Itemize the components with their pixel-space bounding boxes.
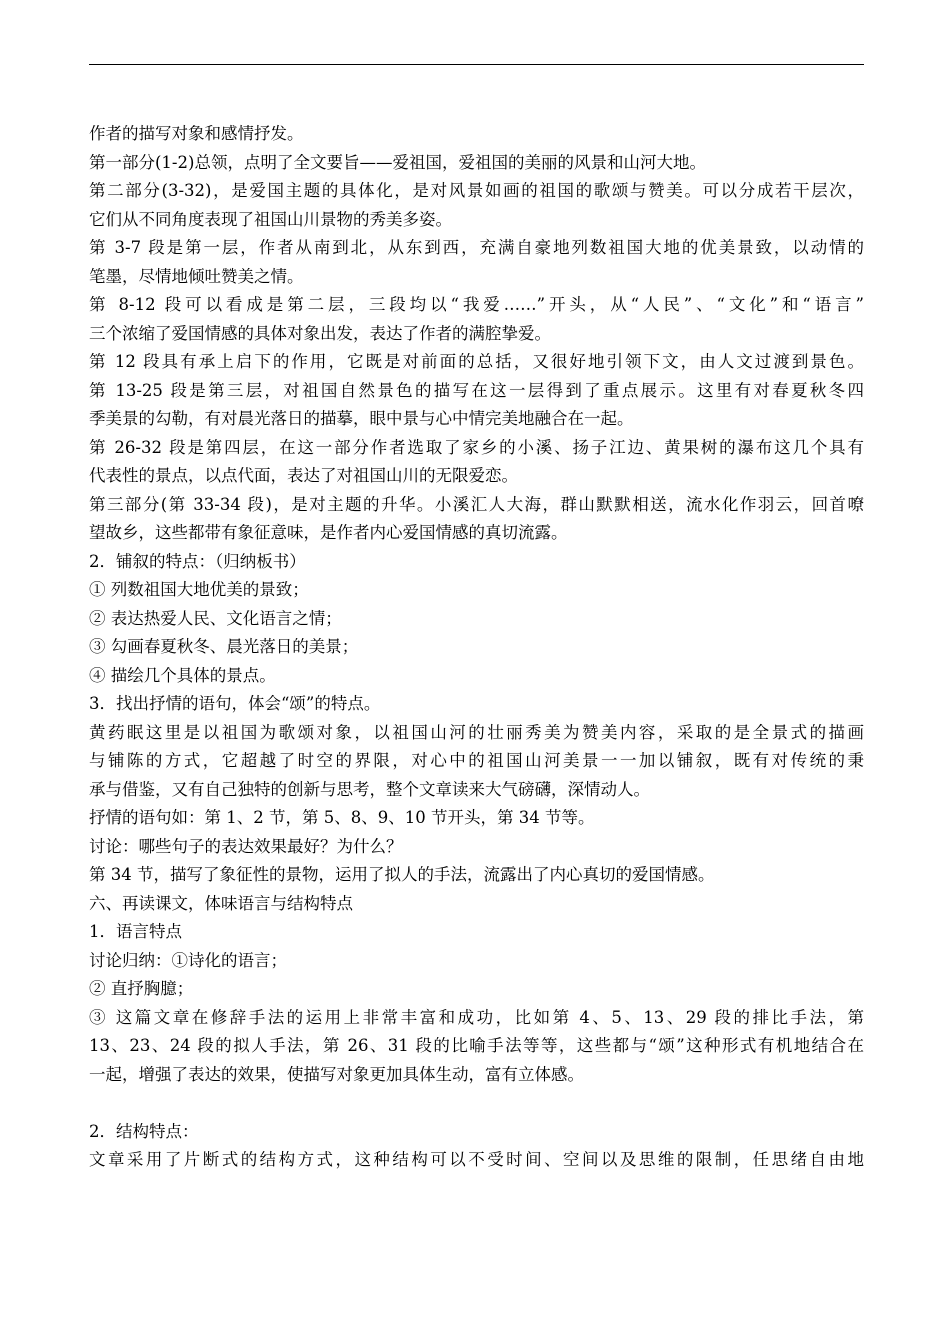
- paragraph-line: 第 3-7 段是第一层，作者从南到北，从东到西，充满自豪地列数祖国大地的优美景致，以动情的: [89, 238, 864, 257]
- paragraph-line: 第 34 节，描写了象征性的景物，运用了拟人的手法，流露出了内心真切的爱国情感。: [89, 865, 715, 884]
- paragraph-line: 第 13-25 段是第三层，对祖国自然景色的描写在这一层得到了重点展示。这里有对春夏秋冬四: [89, 380, 864, 400]
- paragraph-line: 与铺陈的方式，它超越了时空的界限，对心中的祖国山河美景一一加以铺叙，既有对传统的秉: [89, 751, 864, 770]
- paragraph-line: 第 12 段具有承上启下的作用，它既是对前面的总括，又很好地引领下文，由人文过渡到景色。: [89, 352, 864, 371]
- paragraph-line: 代表性的景点，以点代面，表达了对祖国山川的无限爱恋。: [89, 466, 518, 485]
- blank-line: [89, 1089, 864, 1118]
- section-heading: 1．语言特点: [89, 922, 182, 941]
- paragraph-line: 讨论：哪些句子的表达效果最好？为什么？: [89, 836, 403, 856]
- section-heading: 2．结构特点：: [89, 1121, 199, 1141]
- paragraph-line: 文章采用了片断式的结构方式，这种结构可以不受时间、空间以及思维的限制，任思绪自由地: [89, 1150, 864, 1169]
- document-body: [89, 120, 864, 1175]
- section-heading: 六、再读课文，体味语言与结构特点: [89, 893, 353, 913]
- paragraph-line: 季美景的勾勒，有对晨光落日的描摹，眼中景与心中情完美地融合在一起。: [89, 409, 634, 428]
- list-item: ② 直抒胸臆；: [89, 979, 194, 998]
- list-item: ③ 这篇文章在修辞手法的运用上非常丰富和成功，比如第 4、5、13、29 段的排比手法，第: [89, 1007, 864, 1027]
- paragraph-line: 作者的描写对象和感情抒发。: [89, 124, 304, 143]
- paragraph-line: 第一部分(1-2)总领，点明了全文要旨——爱祖国，爱祖国的美丽的风景和山河大地。: [89, 152, 706, 172]
- paragraph-line: 一起，增强了表达的效果，使描写对象更加具体生动，富有立体感。: [89, 1064, 584, 1084]
- paragraph-line: 望故乡，这些都带有象征意味，是作者内心爱国情感的真切流露。: [89, 523, 568, 542]
- paragraph-line: 第 26-32 段是第四层，在这一部分作者选取了家乡的小溪、扬子江边、黄果树的瀑布这几个具有: [89, 437, 864, 457]
- section-heading: 3．找出抒情的语句，体会“颂”的特点。: [89, 694, 381, 713]
- paragraph-line: 第二部分(3-32)，是爱国主题的具体化，是对风景如画的祖国的歌颂与赞美。可以分成若干层次，: [89, 181, 864, 200]
- paragraph-line: 笔墨，尽情地倾吐赞美之情。: [89, 266, 304, 286]
- header-rule: [89, 64, 864, 65]
- paragraph-line: 第三部分(第 33-34 段)，是对主题的升华。小溪汇人大海，群山默默相送，流水化作羽云，回首嘹: [89, 494, 864, 514]
- paragraph-line: 抒情的语句如：第 1、2 节，第 5、8、9、10 节开头，第 34 节等。: [89, 808, 595, 827]
- list-item: ④ 描绘几个具体的景点。: [89, 665, 276, 685]
- paragraph-line: 三个浓缩了爱国情感的具体对象出发，表达了作者的满腔挚爱。: [89, 323, 551, 343]
- list-item: ① 列数祖国大地优美的景致；: [89, 580, 309, 599]
- paragraph-line: 它们从不同角度表现了祖国山川景物的秀美多姿。: [89, 209, 452, 229]
- list-item: ② 表达热爱人民、文化语言之情；: [89, 608, 342, 628]
- paragraph-line: 黄药眠这里是以祖国为歌颂对象，以祖国山河的壮丽秀美为赞美内容，采取的是全景式的描画: [89, 722, 864, 742]
- paragraph-line: 第 8-12 段可以看成是第二层，三段均以“我爱……”开头，从“人民”、“文化”和“语言”: [89, 295, 864, 314]
- paragraph-line: 讨论归纳：①诗化的语言；: [89, 950, 287, 970]
- paragraph-line: 13、23、24 段的拟人手法，第 26、31 段的比喻手法等等，这些都与“颂”这种形式有机地结合在: [89, 1036, 864, 1055]
- list-item: ③ 勾画春夏秋冬、晨光落日的美景；: [89, 637, 359, 656]
- paragraph-line: 承与借鉴，又有自己独特的创新与思考，整个文章读来大气磅礴，深情动人。: [89, 779, 650, 799]
- section-heading: 2．铺叙的特点：（归纳板书）: [89, 551, 306, 571]
